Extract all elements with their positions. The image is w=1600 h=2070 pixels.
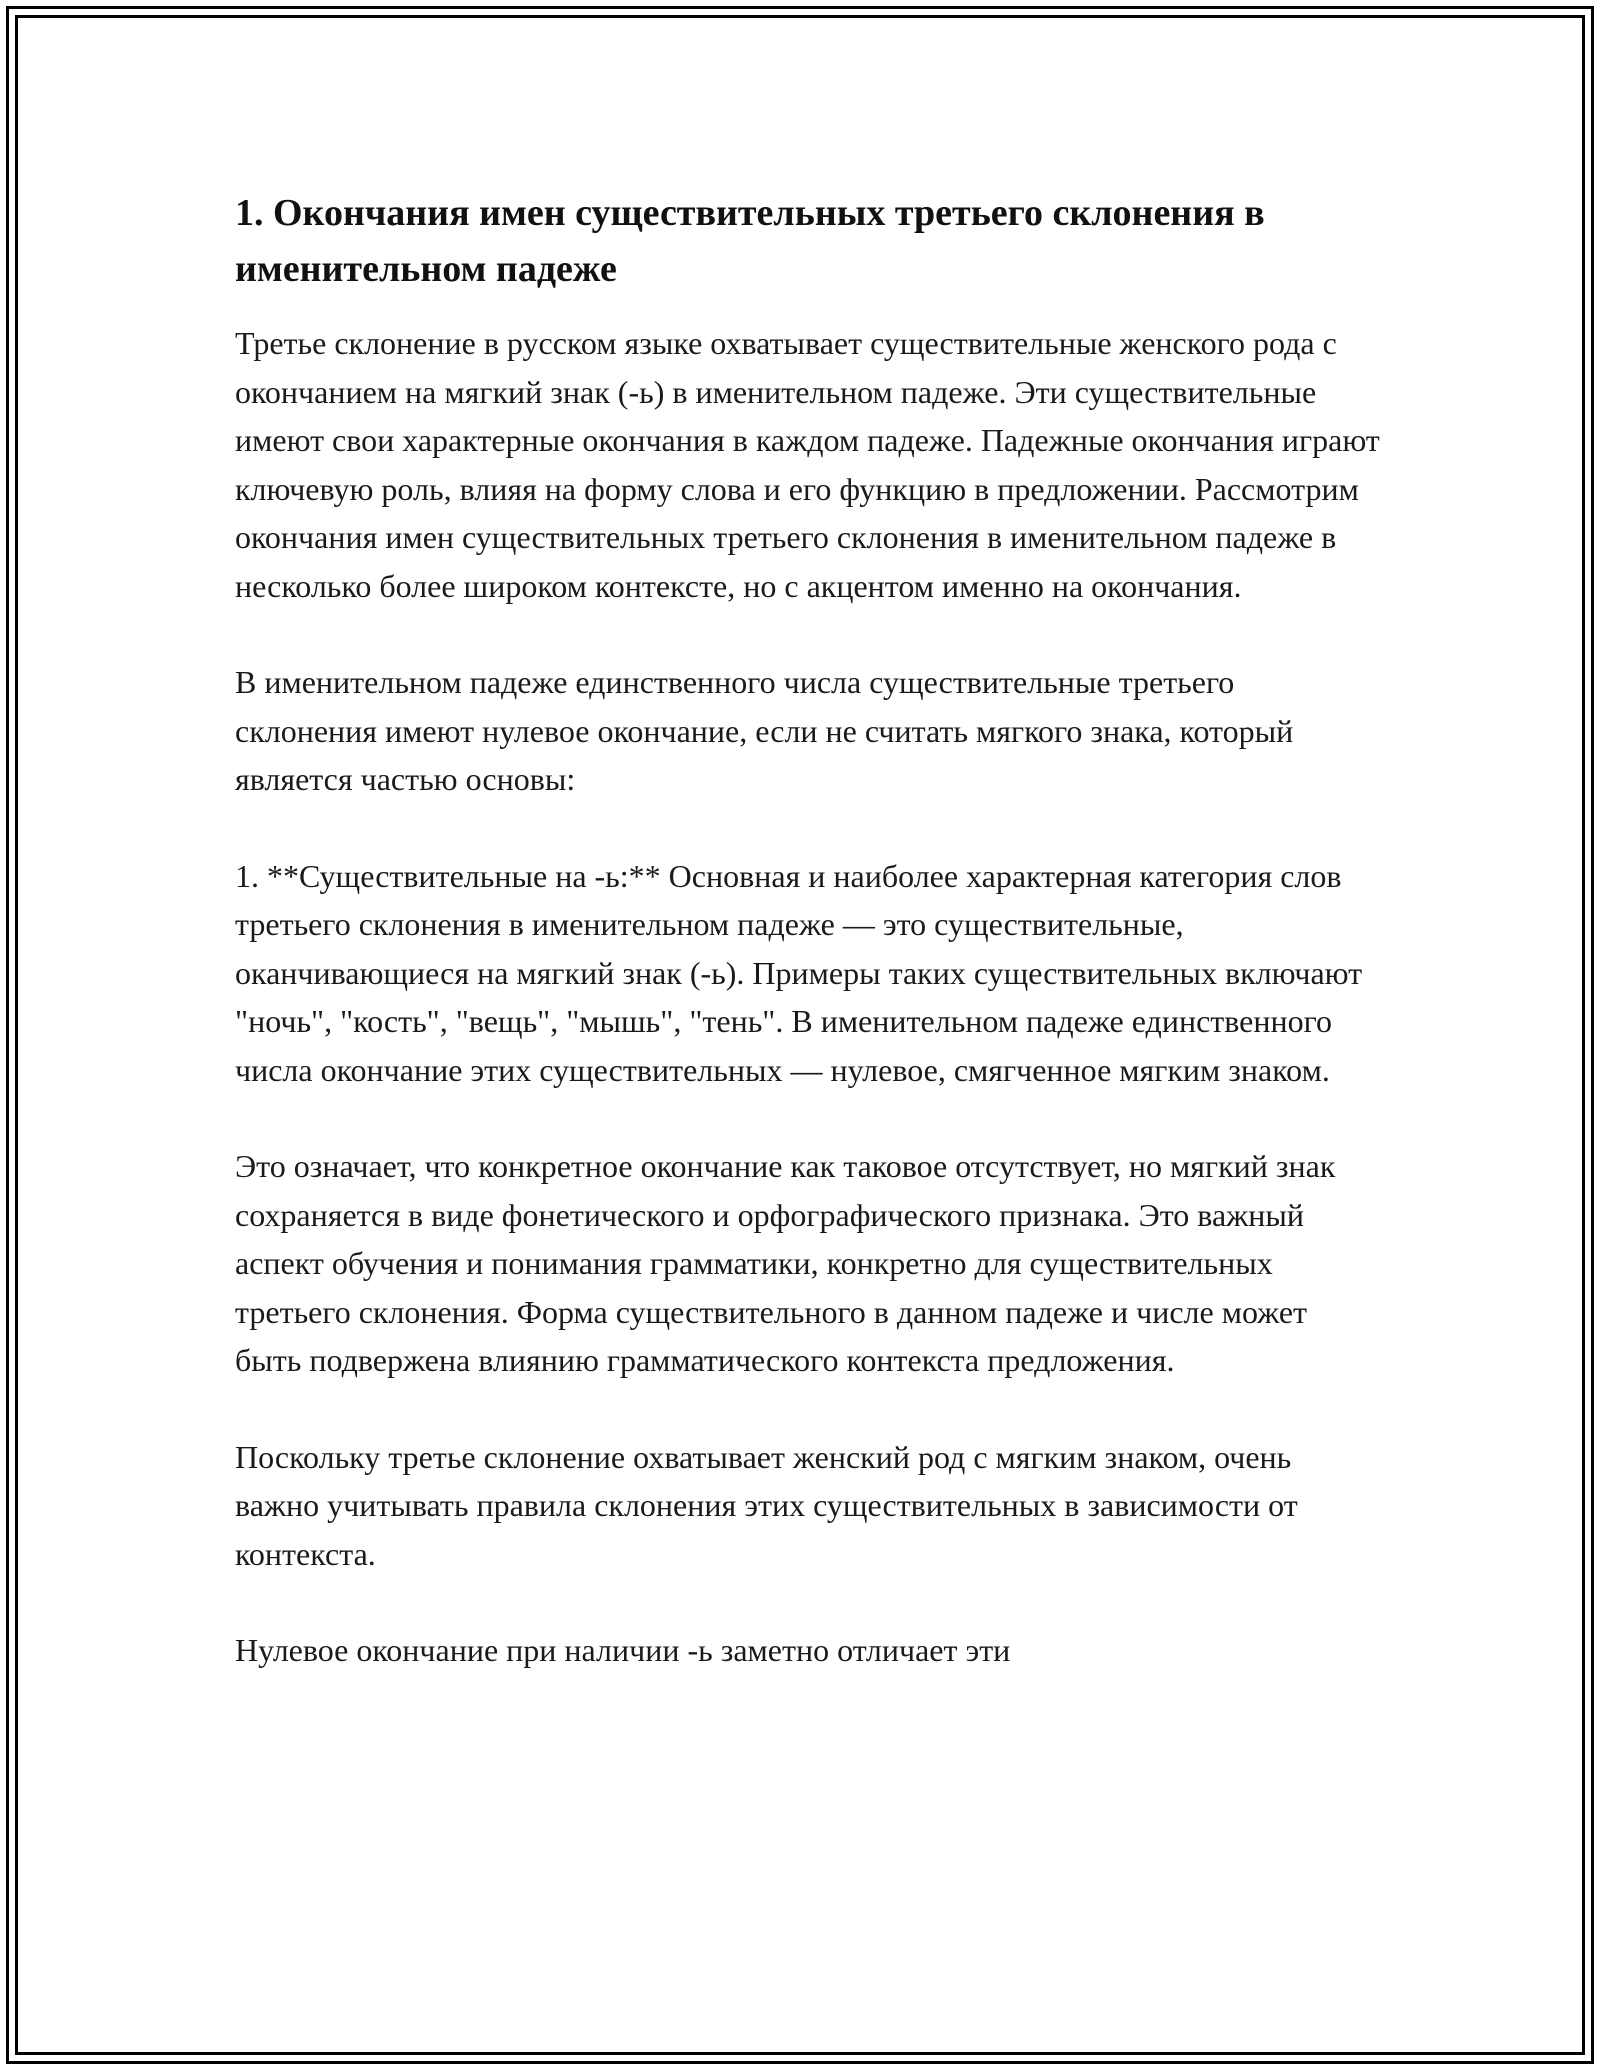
paragraph-context: Поскольку третье склонение охватывает женский род с мягким знаком, очень важно учитывать правила склонения этих существительных в зависимости от контекста.: [235, 1438, 1298, 1572]
paragraph-truncated: Нулевое окончание при наличии -ь заметно отличает эти: [235, 1632, 1011, 1668]
paragraph-list-item-1: 1. **Существительные на -ь:** Основная и наиболее характерная категория слов третьего склонения в именительном падеже — это существительные, оканчивающиеся на мягкий знак (-ь). Примеры таких существительных включают "ночь", "кость", "вещь", "мышь", "тень". В именительном падеже единственного числа окончание этих существительных — нулевое, смягченное мягким знаком.: [235, 857, 1363, 1088]
paragraph-explanation: Это означает, что конкретное окончание как таковое отсутствует, но мягкий знак сохраняется в виде фонетического и орфографического признака. Это важный аспект обучения и понимания грамматики, конкретно для существительных третьего склонения. Форма существительного в данном падеже и числе может быть подвержена влиянию грамматического контекста предложения.: [235, 1148, 1336, 1378]
section-heading: 1. Окончания имен существительных третьего склонения в именительном падеже: [235, 192, 1265, 290]
document-body: [235, 185, 1380, 1675]
paragraph-intro: Третье склонение в русском языке охватывает существительные женского рода с окончанием на мягкий знак (-ь) в именительном падеже. Эти существительные имеют свои характерные окончания в каждом падеже. Падежные окончания играют ключевую роль, влияя на форму слова и его функцию в предложении. Рассмотрим окончания имен существительных третьего склонения в именительном падеже в несколько более широком контексте, но с акцентом именно на окончания.: [235, 325, 1380, 604]
paragraph-nominative-singular: В именительном падеже единственного числа существительные третьего склонения имеют нулевое окончание, если не считать мягкого знака, который является частью основы:: [235, 664, 1294, 797]
